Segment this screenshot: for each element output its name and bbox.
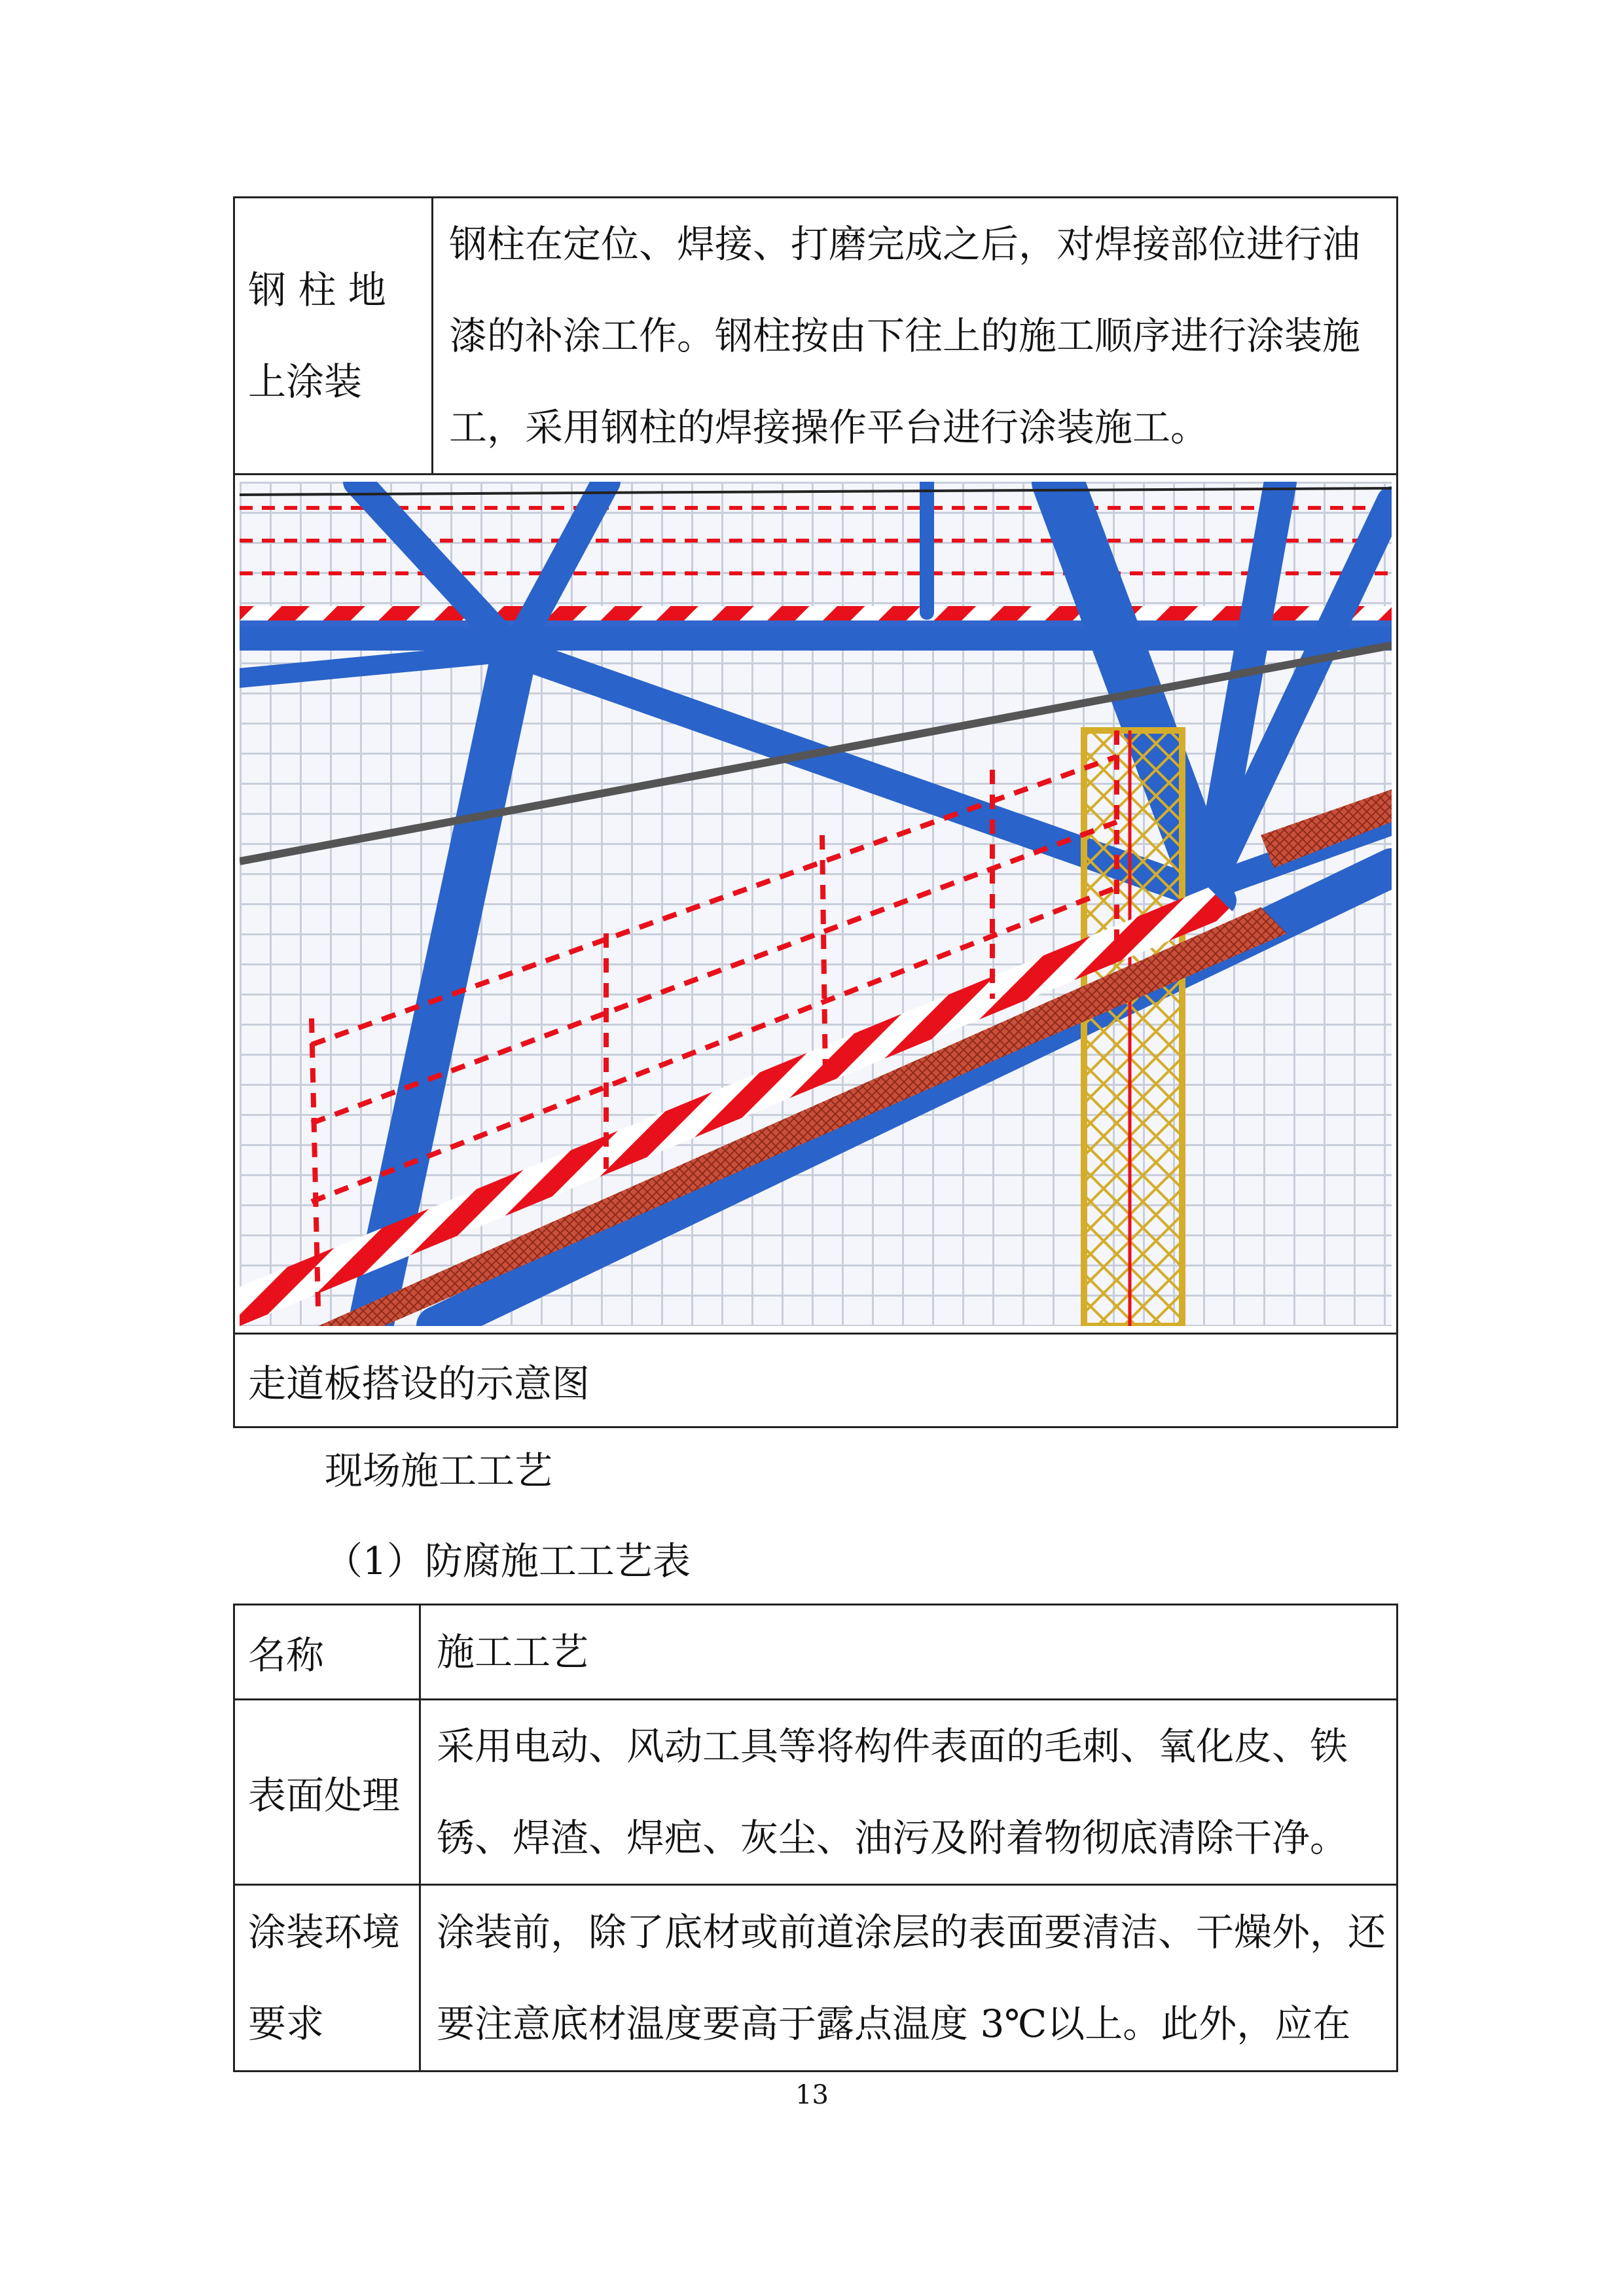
header-process: 施工工艺 [420,1605,1398,1700]
walkway-board-illustration [240,482,1392,1326]
row-process: 涂装前，除了底材或前道涂层的表面要清洁、干燥外，还要注意底材温度要高于露点温度 3℃以上。此外，应在 [420,1885,1398,2072]
anticorrosion-process-table [233,1604,1398,2072]
page-number: 13 [795,2080,829,2110]
row-name: 涂装环境要求 [234,1885,420,2072]
scaffold-tower [1084,730,1182,1326]
section-title: 现场施工工艺 [325,1448,553,1493]
top-hazard-strip [240,606,1392,620]
row-description: 钢柱在定位、焊接、打磨完成之后，对焊接部位进行油漆的补涂工作。钢柱按由下往上的施工顺序进行涂装施工，采用钢柱的焊接操作平台进行涂装施工。 [433,198,1398,475]
row-label-line2: 上涂装 [248,359,363,404]
row-label-cell [234,198,433,475]
image-row [234,475,1398,1334]
image-caption: 走道板搭设的示意图 [234,1334,1398,1427]
table-header-row [234,1605,1398,1700]
header-name: 名称 [234,1605,420,1700]
row-label-line1: 钢 柱 地 [248,268,386,312]
table-row [234,1700,1398,1885]
construction-table [233,196,1398,1428]
caption-row [234,1334,1398,1427]
subsection-title: （1）防腐施工工艺表 [325,1539,691,1583]
illustration-cell [234,475,1398,1334]
row-process: 采用电动、风动工具等将构件表面的毛刺、氧化皮、铁锈、焊渣、焊疤、灰尘、油污及附着物彻底清除干净。 [420,1700,1398,1885]
row-name: 表面处理 [234,1700,420,1885]
table-row [234,1885,1398,2072]
table-row [234,198,1398,475]
